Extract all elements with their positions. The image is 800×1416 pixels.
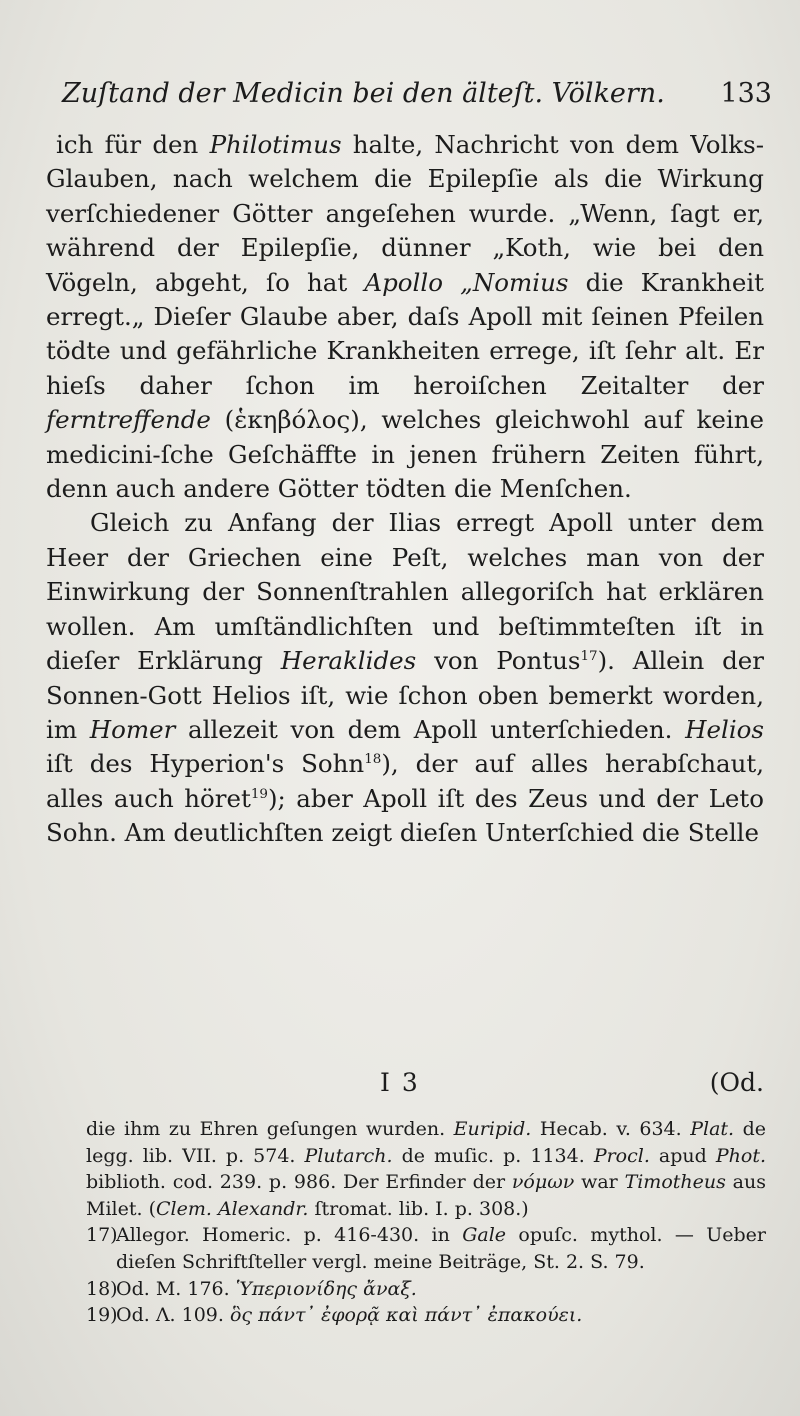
footnote-ref: 18 — [364, 751, 382, 768]
italic-run: Timotheus — [624, 1171, 726, 1194]
text-run: iſt des Hyperion's Sohn — [46, 749, 365, 779]
italic-run: Ὑπεριονίδης ἄναξ. — [235, 1277, 417, 1300]
italic-run: Procl. — [593, 1144, 650, 1167]
footnote-17 — [86, 1222, 766, 1275]
footnotes — [86, 1116, 766, 1329]
text-run: ), der auf alles herabſchaut, alles auch höret — [46, 749, 765, 813]
footnote-number: 17) — [86, 1224, 118, 1247]
italic-run: Plat. — [690, 1118, 735, 1140]
text-run: Gleich zu Anfang der Ilias erregt Apoll unter dem Heer der Griechen eine Peſt, welches man von der Einwirkung der Sonnenſtrahlen allegoriſch hat erklären wollen. Am umſtändlichſten und beſtimmteſten iſt in dieſer Erklärung — [46, 508, 764, 676]
italic-run: Plutarch. — [304, 1144, 393, 1167]
text-run: ſtromat. lib. I. p. 308.) — [308, 1197, 529, 1220]
italic-run: Clem. Alexandr. — [155, 1197, 309, 1220]
text-run: Od. M. 176. — [116, 1277, 236, 1300]
text-run: von Pontus — [416, 646, 581, 676]
text-run: die Krankheit erregt.„ Dieſer Glaube aber, daſs Apoll mit ſeinen Pfeilen tödte und gefährliche Krankheiten errege, iſt ſehr alt. Er hieſs daher ſchon im heroiſchen Zeitalter der — [46, 267, 765, 400]
paragraph-1 — [46, 128, 764, 506]
text-run: war — [574, 1171, 625, 1194]
italic-run: Helios — [685, 714, 764, 744]
paragraph-2 — [46, 506, 764, 850]
text-run: biblioth. cod. 239. p. 986. Der Erfinder der — [86, 1171, 512, 1194]
text-run: ); aber Apoll iſt des Zeus und der Leto Sohn. Am deutlichſten zeigt dieſen Unterſchied die Stelle — [46, 783, 765, 848]
text-run: Allegor. Homeric. p. 416-430. in — [116, 1224, 463, 1247]
footnote-ref: 17 — [580, 647, 598, 664]
text-run: ). Allein der Sonnen-Gott Helios iſt, wie ſchon oben bemerkt worden, im — [46, 646, 764, 744]
text-run: Od. Λ. 109. — [116, 1304, 230, 1327]
italic-run: Homer — [89, 714, 176, 744]
text-run: Hecab. v. 634. — [531, 1118, 691, 1140]
catchword: (Od. — [709, 1068, 764, 1097]
italic-run: Apollo „Nomius — [364, 267, 569, 297]
italic-run: Phot. — [715, 1144, 766, 1167]
italic-run: Heraklides — [280, 646, 417, 676]
footnote-number: 19) — [86, 1304, 118, 1327]
footnote-18 — [86, 1276, 766, 1303]
footnote-text — [86, 1222, 766, 1275]
page-number: 133 — [720, 78, 772, 109]
text-run: apud — [649, 1144, 716, 1167]
text-run: opuſc. mythol. — Ueber dieſen Schriftſteller vergl. meine Beiträge, St. 2. S. 79. — [116, 1224, 766, 1273]
text-run: halte, Nachricht von dem Volks-Glauben, nach welchem die Epilepſie als die Wirkung verſchiedener Götter angeſehen wurde. „Wenn, ſagt er, während der Epilepſie, dünner „Koth, wie bei den Vögeln, abgeht, ſo hat — [46, 130, 764, 297]
text-run: die ihm zu Ehren geſungen wurden. — [86, 1118, 454, 1140]
text-run: de muſic. p. 1134. — [392, 1144, 594, 1167]
italic-run: Euripid. — [453, 1118, 532, 1140]
text-run: (ἑκηβόλος), welches gleichwohl auf keine medicini-ſche Geſchäffte in jenen frühern Zeiten führt, denn auch andere Götter tödten die Menſchen. — [46, 405, 764, 504]
footnote-number: 18) — [86, 1277, 118, 1300]
footnote-text — [86, 1302, 766, 1329]
footnote-continuation-text — [86, 1116, 766, 1222]
footnote-continuation — [86, 1116, 766, 1222]
italic-run: Gale — [462, 1224, 507, 1247]
signature-mark: I 3 — [380, 1068, 420, 1097]
italic-run: Philotimus — [209, 130, 342, 159]
running-header — [62, 78, 772, 118]
italic-run: νόμων — [511, 1171, 575, 1194]
footnote-ref: 19 — [250, 785, 268, 802]
footnote-19 — [86, 1302, 766, 1329]
text-run: de legg. lib. VII. p. 574. — [86, 1118, 766, 1167]
text-run: ich für den — [56, 130, 210, 159]
text-run: aus Milet. ( — [86, 1171, 766, 1220]
text-run: allezeit von dem Apoll unterſchieden. — [175, 714, 686, 744]
footnote-text — [86, 1276, 766, 1303]
italic-run: ferntreffende — [46, 405, 211, 435]
italic-run: ὃς πάντ᾽ ἐφορᾷ καὶ πάντ᾽ ἐπακούει. — [229, 1304, 583, 1327]
signature-line — [46, 1068, 764, 1102]
running-title: Zuſtand der Medicin bei den älteſt. Völkern. — [62, 78, 665, 109]
main-text — [46, 128, 764, 851]
